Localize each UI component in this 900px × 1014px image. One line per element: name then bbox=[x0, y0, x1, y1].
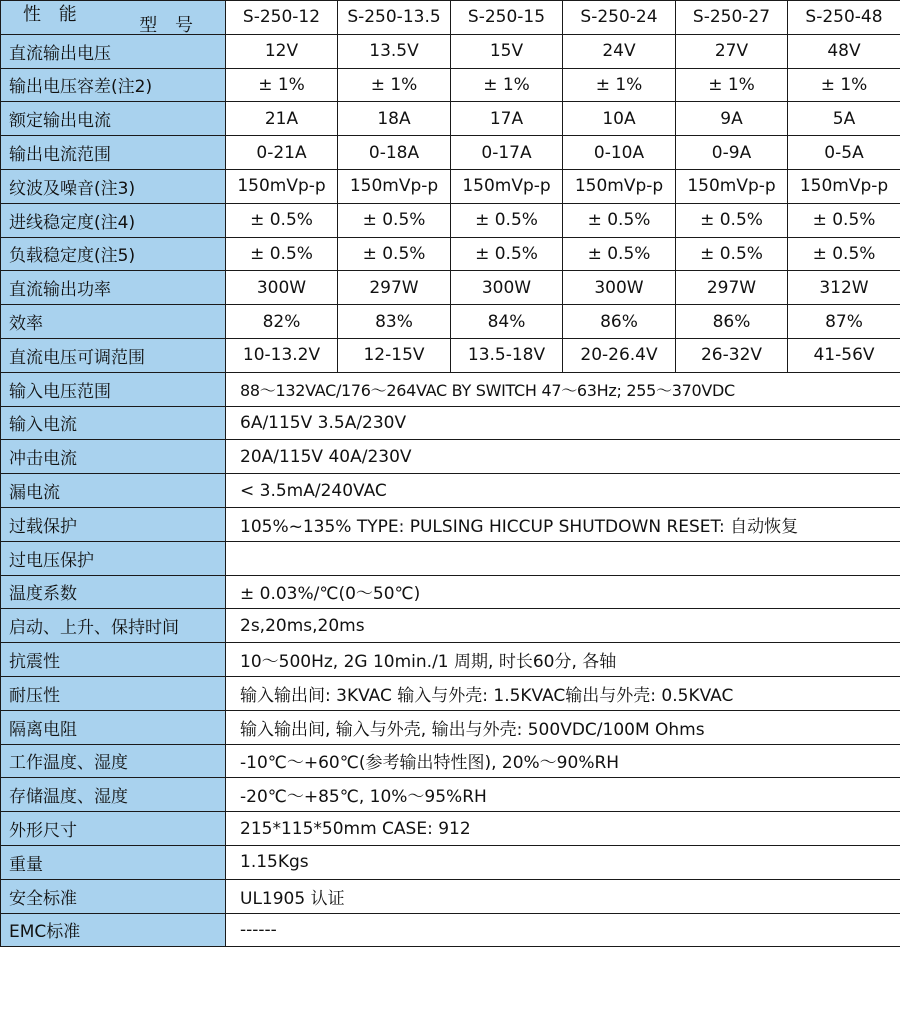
spec-value: 41-56V bbox=[788, 338, 900, 372]
spec-value: ± 1% bbox=[338, 68, 451, 102]
spec-value: 86% bbox=[563, 305, 676, 339]
spec-value: ± 0.5% bbox=[788, 203, 900, 237]
spec-label: 直流输出电压 bbox=[1, 34, 226, 68]
spec-label: 冲击电流 bbox=[1, 440, 226, 474]
spec-value: 5A bbox=[788, 102, 900, 136]
spec-value: 48V bbox=[788, 34, 900, 68]
spec-value: 1.15Kgs bbox=[226, 845, 900, 879]
spec-value: 150mVp-p bbox=[451, 169, 563, 203]
spec-value: 输入输出间, 输入与外壳, 输出与外壳: 500VDC/100M Ohms bbox=[226, 710, 900, 744]
spec-row bbox=[1, 237, 900, 271]
spec-value: 0-17A bbox=[451, 136, 563, 170]
spec-row bbox=[1, 507, 900, 541]
spec-label: 耐压性 bbox=[1, 676, 226, 710]
spec-value: 150mVp-p bbox=[788, 169, 900, 203]
spec-value: 输入输出间: 3KVAC 输入与外壳: 1.5KVAC输出与外壳: 0.5KVAC bbox=[226, 676, 900, 710]
spec-label: 负载稳定度(注5) bbox=[1, 237, 226, 271]
spec-label: 温度系数 bbox=[1, 575, 226, 609]
spec-value: ± 0.5% bbox=[338, 237, 451, 271]
spec-label: 工作温度、湿度 bbox=[1, 744, 226, 778]
model-header: S-250-12 bbox=[226, 1, 338, 35]
spec-label: 输出电压容差(注2) bbox=[1, 68, 226, 102]
spec-value: ± 0.5% bbox=[563, 237, 676, 271]
spec-row bbox=[1, 406, 900, 440]
spec-label: 漏电流 bbox=[1, 474, 226, 508]
spec-value: 297W bbox=[338, 271, 451, 305]
model-header: S-250-48 bbox=[788, 1, 900, 35]
spec-label: 隔离电阻 bbox=[1, 710, 226, 744]
spec-value: 150mVp-p bbox=[563, 169, 676, 203]
spec-value: UL1905 认证 bbox=[226, 879, 900, 913]
spec-value: -20℃～+85℃, 10%～95%RH bbox=[226, 778, 900, 812]
spec-value: 84% bbox=[451, 305, 563, 339]
spec-value: 150mVp-p bbox=[338, 169, 451, 203]
spec-value: ± 0.5% bbox=[451, 203, 563, 237]
spec-value: 10-13.2V bbox=[226, 338, 338, 372]
model-header: S-250-24 bbox=[563, 1, 676, 35]
spec-value: ± 0.03%/℃(0～50℃) bbox=[226, 575, 900, 609]
spec-row bbox=[1, 744, 900, 778]
spec-value: -10℃～+60℃(参考输出特性图), 20%～90%RH bbox=[226, 744, 900, 778]
spec-value: 27V bbox=[676, 34, 788, 68]
spec-label: 效率 bbox=[1, 305, 226, 339]
spec-label: 直流输出功率 bbox=[1, 271, 226, 305]
spec-row bbox=[1, 169, 900, 203]
spec-value: 13.5V bbox=[338, 34, 451, 68]
spec-row bbox=[1, 541, 900, 575]
spec-value: 88～132VAC/176～264VAC BY SWITCH 47～63Hz; 255～370VDC bbox=[226, 372, 900, 406]
spec-row bbox=[1, 676, 900, 710]
spec-label: EMC标准 bbox=[1, 913, 226, 947]
spec-value bbox=[226, 541, 900, 575]
model-header: S-250-27 bbox=[676, 1, 788, 35]
spec-value: ± 0.5% bbox=[338, 203, 451, 237]
spec-row bbox=[1, 203, 900, 237]
spec-value: 297W bbox=[676, 271, 788, 305]
spec-value: 15V bbox=[451, 34, 563, 68]
spec-value: 215*115*50mm CASE: 912 bbox=[226, 812, 900, 846]
spec-value: ± 1% bbox=[676, 68, 788, 102]
spec-value: 300W bbox=[451, 271, 563, 305]
spec-label: 过电压保护 bbox=[1, 541, 226, 575]
spec-value: 9A bbox=[676, 102, 788, 136]
spec-value: 150mVp-p bbox=[226, 169, 338, 203]
spec-row bbox=[1, 575, 900, 609]
spec-row bbox=[1, 913, 900, 947]
spec-label: 输入电压范围 bbox=[1, 372, 226, 406]
model-heading: 型 号 bbox=[139, 15, 199, 35]
spec-label: 直流电压可调范围 bbox=[1, 338, 226, 372]
spec-value: ± 1% bbox=[226, 68, 338, 102]
spec-row bbox=[1, 710, 900, 744]
spec-row bbox=[1, 271, 900, 305]
spec-row bbox=[1, 778, 900, 812]
spec-value: 312W bbox=[788, 271, 900, 305]
spec-value: 300W bbox=[563, 271, 676, 305]
spec-value: 105%~135% TYPE: PULSING HICCUP SHUTDOWN RESET: 自动恢复 bbox=[226, 507, 900, 541]
spec-value: 83% bbox=[338, 305, 451, 339]
spec-value: ± 0.5% bbox=[563, 203, 676, 237]
spec-value: ± 0.5% bbox=[676, 237, 788, 271]
spec-value: 0-10A bbox=[563, 136, 676, 170]
spec-value: 20A/115V 40A/230V bbox=[226, 440, 900, 474]
spec-value: ± 0.5% bbox=[676, 203, 788, 237]
spec-row bbox=[1, 845, 900, 879]
spec-value: 86% bbox=[676, 305, 788, 339]
spec-value: 26-32V bbox=[676, 338, 788, 372]
model-header: S-250-13.5 bbox=[338, 1, 451, 35]
spec-value: ± 0.5% bbox=[788, 237, 900, 271]
spec-value: 10A bbox=[563, 102, 676, 136]
spec-row bbox=[1, 136, 900, 170]
spec-row bbox=[1, 440, 900, 474]
spec-value: 0-5A bbox=[788, 136, 900, 170]
spec-value: ± 0.5% bbox=[226, 237, 338, 271]
spec-value: 82% bbox=[226, 305, 338, 339]
spec-label: 额定输出电流 bbox=[1, 102, 226, 136]
spec-value: ± 1% bbox=[451, 68, 563, 102]
spec-row bbox=[1, 34, 900, 68]
spec-value: 12V bbox=[226, 34, 338, 68]
spec-label: 输出电流范围 bbox=[1, 136, 226, 170]
spec-label: 纹波及噪音(注3) bbox=[1, 169, 226, 203]
spec-value: 150mVp-p bbox=[676, 169, 788, 203]
spec-row bbox=[1, 102, 900, 136]
spec-label: 存储温度、湿度 bbox=[1, 778, 226, 812]
spec-value: 2s,20ms,20ms bbox=[226, 609, 900, 643]
header-corner-cell bbox=[1, 1, 226, 35]
spec-row bbox=[1, 879, 900, 913]
spec-value: 17A bbox=[451, 102, 563, 136]
spec-value: < 3.5mA/240VAC bbox=[226, 474, 900, 508]
spec-label: 过载保护 bbox=[1, 507, 226, 541]
spec-value: 10～500Hz, 2G 10min./1 周期, 时长60分, 各轴 bbox=[226, 643, 900, 677]
spec-value: 87% bbox=[788, 305, 900, 339]
spec-row bbox=[1, 812, 900, 846]
spec-row bbox=[1, 609, 900, 643]
spec-row bbox=[1, 338, 900, 372]
spec-label: 进线稳定度(注4) bbox=[1, 203, 226, 237]
spec-value: 6A/115V 3.5A/230V bbox=[226, 406, 900, 440]
spec-label: 安全标准 bbox=[1, 879, 226, 913]
spec-row bbox=[1, 474, 900, 508]
spec-value: 0-9A bbox=[676, 136, 788, 170]
model-header: S-250-15 bbox=[451, 1, 563, 35]
spec-value: 18A bbox=[338, 102, 451, 136]
spec-label: 重量 bbox=[1, 845, 226, 879]
spec-row bbox=[1, 643, 900, 677]
spec-value: 20-26.4V bbox=[563, 338, 676, 372]
spec-value: ± 0.5% bbox=[226, 203, 338, 237]
spec-label: 抗震性 bbox=[1, 643, 226, 677]
spec-value: 300W bbox=[226, 271, 338, 305]
spec-row bbox=[1, 305, 900, 339]
spec-label: 输入电流 bbox=[1, 406, 226, 440]
spec-value: ± 0.5% bbox=[451, 237, 563, 271]
spec-value: 0-21A bbox=[226, 136, 338, 170]
spec-value: 24V bbox=[563, 34, 676, 68]
spec-value: 0-18A bbox=[338, 136, 451, 170]
header-row bbox=[1, 1, 900, 35]
performance-heading: 性 能 bbox=[23, 3, 83, 25]
spec-value: 13.5-18V bbox=[451, 338, 563, 372]
spec-label: 外形尺寸 bbox=[1, 812, 226, 846]
spec-row bbox=[1, 68, 900, 102]
spec-label: 启动、上升、保持时间 bbox=[1, 609, 226, 643]
spec-value: ± 1% bbox=[788, 68, 900, 102]
spec-value: 21A bbox=[226, 102, 338, 136]
spec-value: 12-15V bbox=[338, 338, 451, 372]
spec-value: ------ bbox=[226, 913, 900, 947]
spec-value: ± 1% bbox=[563, 68, 676, 102]
spec-row bbox=[1, 372, 900, 406]
